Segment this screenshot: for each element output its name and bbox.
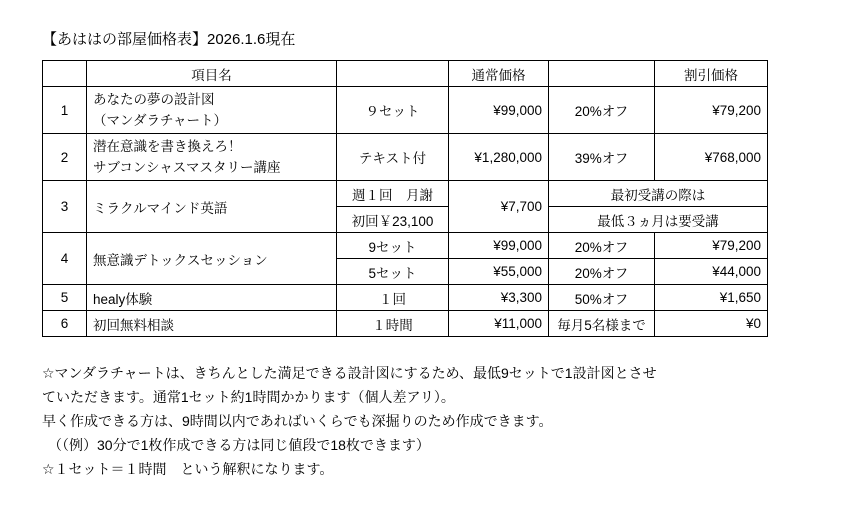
- cell-off: 20%オフ: [549, 259, 655, 285]
- cell-item: 無意識デトックスセッション: [87, 233, 337, 285]
- cell-off: 20%オフ: [549, 233, 655, 259]
- cell-off: 39%オフ: [549, 134, 655, 181]
- cell-unit-line1: 週１回 月謝: [337, 181, 449, 207]
- table-row: [43, 181, 768, 207]
- header-cell-discount-price: 割引価格: [655, 61, 768, 87]
- cell-off: 20%オフ: [549, 87, 655, 134]
- header-cell-unit: [337, 61, 449, 87]
- cell-unit: テキスト付: [337, 134, 449, 181]
- notes-section: [42, 361, 801, 481]
- note-line: ☆１セット＝１時間 という解釈になります。: [42, 461, 334, 477]
- cell-note-line1: 最初受講の際は: [549, 181, 768, 207]
- note-line: （（例）30分で1枚作成できる方は同じ値段で18枚できます）: [48, 437, 430, 453]
- cell-normal-price: ¥55,000: [449, 259, 549, 285]
- cell-item: healy体験: [87, 285, 337, 311]
- cell-normal-price: ¥99,000: [449, 233, 549, 259]
- cell-normal-price: ¥7,700: [449, 181, 549, 233]
- cell-no: 5: [43, 285, 87, 311]
- cell-off: 毎月5名様まで: [549, 311, 655, 337]
- table-row: [43, 233, 768, 259]
- price-table: [42, 60, 768, 337]
- note-line: ていただきます。通常1セット約1時間かかります（個人差アリ）。: [42, 389, 455, 405]
- cell-item: [87, 134, 337, 181]
- table-header-row: [43, 61, 768, 87]
- table-row: [43, 285, 768, 311]
- cell-no: 2: [43, 134, 87, 181]
- cell-note-line2: 最低３ヵ月は要受講: [549, 207, 768, 233]
- table-row: [43, 311, 768, 337]
- cell-unit-line2: 初回￥23,100: [337, 207, 449, 233]
- page-title: 【あははの部屋価格表】2026.1.6現在: [42, 31, 296, 48]
- cell-item-line2: （マンダラチャート）: [93, 113, 228, 128]
- note-line: 早く作成できる方は、9時間以内であればいくらでも深掘りのため作成できます。: [42, 413, 553, 429]
- cell-item: [87, 87, 337, 134]
- cell-discount-price: ¥79,200: [655, 233, 768, 259]
- cell-unit: １時間: [337, 311, 449, 337]
- header-cell-no: [43, 61, 87, 87]
- cell-unit: 9セット: [337, 233, 449, 259]
- cell-item-line2: サブコンシャスマスタリー講座: [93, 160, 281, 175]
- cell-discount-price: ¥0: [655, 311, 768, 337]
- cell-item: ミラクルマインド英語: [87, 181, 337, 233]
- header-cell-off: [549, 61, 655, 87]
- header-cell-normal-price: 通常価格: [449, 61, 549, 87]
- cell-no: 3: [43, 181, 87, 233]
- note-line: ☆マンダラチャートは、きちんとした満足できる設計図にするため、最低9セットで1設計図とさせ: [42, 365, 657, 381]
- cell-no: 4: [43, 233, 87, 285]
- cell-normal-price: ¥1,280,000: [449, 134, 549, 181]
- cell-normal-price: ¥11,000: [449, 311, 549, 337]
- cell-no: 1: [43, 87, 87, 134]
- cell-item: 初回無料相談: [87, 311, 337, 337]
- cell-discount-price: ¥1,650: [655, 285, 768, 311]
- cell-normal-price: ¥99,000: [449, 87, 549, 134]
- cell-off: 50%オフ: [549, 285, 655, 311]
- cell-item-line1: あなたの夢の設計図: [93, 92, 215, 107]
- cell-unit: ９セット: [337, 87, 449, 134]
- cell-item-line1: 潜在意識を書き換えろ！: [93, 139, 242, 154]
- header-cell-item: 項目名: [87, 61, 337, 87]
- cell-unit: 5セット: [337, 259, 449, 285]
- cell-normal-price: ¥3,300: [449, 285, 549, 311]
- cell-discount-price: ¥44,000: [655, 259, 768, 285]
- cell-discount-price: ¥768,000: [655, 134, 768, 181]
- cell-discount-price: ¥79,200: [655, 87, 768, 134]
- cell-unit: １回: [337, 285, 449, 311]
- cell-no: 6: [43, 311, 87, 337]
